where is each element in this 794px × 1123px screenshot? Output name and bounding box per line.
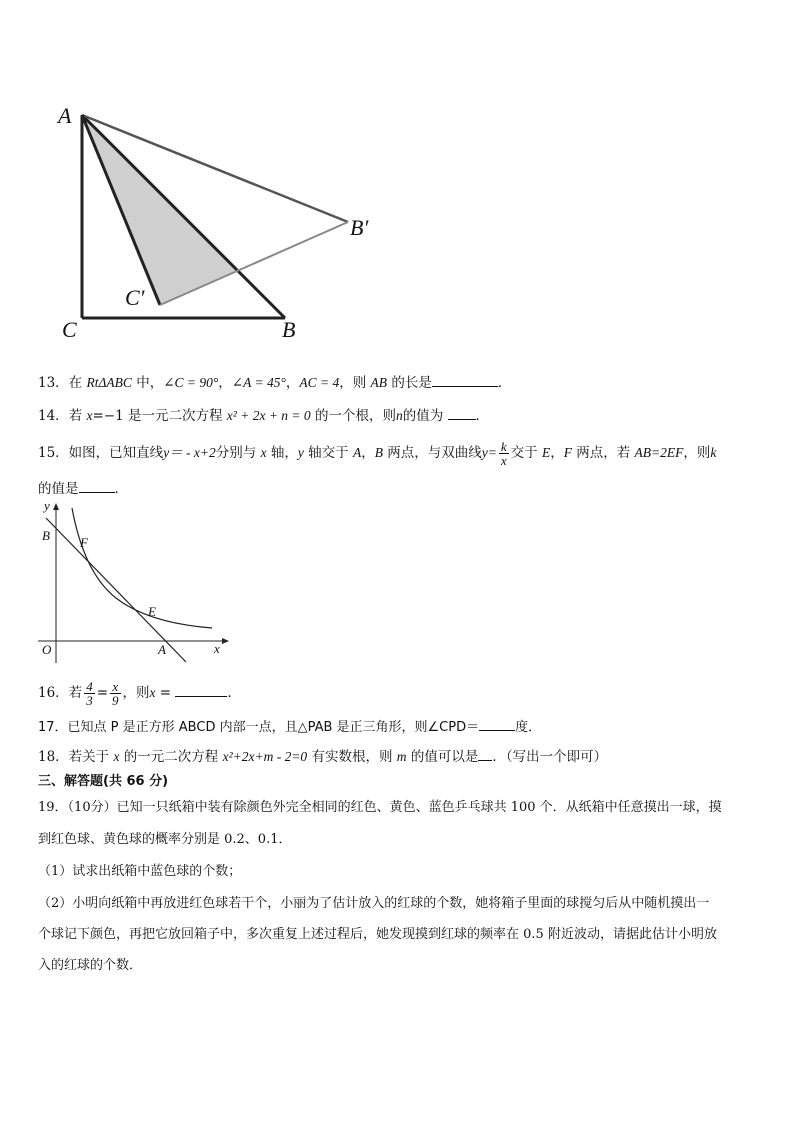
question-16: 16．若 $\frac{4}{3}$ = $\frac{x}{9}$ ，则x = ．: [38, 679, 241, 708]
label-C: C: [62, 317, 77, 342]
triangle-diagram: [50, 95, 380, 350]
question-18: 18．若关于 x 的一元二次方程 x²+2x+m - 2=0 有实数根，则 m 的值可以是 ．（写出一个即可）: [38, 746, 607, 767]
label-E: E: [148, 604, 156, 619]
answer-blank[interactable]: [479, 716, 515, 731]
question-19-line1: 19．（10分）已知一只纸箱中装有除颜色外完全相同的红色、黄色、蓝色乒乓球共 100 个．从纸箱中任意摸出一球，摸: [38, 800, 722, 815]
hyperbola-curve: [72, 508, 212, 628]
question-15-line2: 的值是 ．: [38, 478, 128, 499]
x-axis-arrow: [222, 638, 229, 644]
line-AB: [46, 518, 186, 662]
label-C-prime: C′: [125, 285, 145, 310]
label-y: y: [44, 498, 50, 513]
question-15: 15．如图，已知直线y＝ - x+2分别与 x 轴，y 轴交于 A，B 两点，与双曲线y= $\frac{k}{x}$ 交于 E，F 两点，若 AB=2EF，则k: [38, 439, 717, 468]
graph-diagram: [36, 498, 236, 666]
figure-triangle: [50, 95, 380, 350]
answer-blank[interactable]: [79, 478, 115, 493]
question-19-sub2-line3: 入的红球的个数．: [38, 958, 143, 973]
question-19-sub1: （1）试求出纸箱中蓝色球的个数；: [38, 864, 242, 879]
y-axis-arrow: [53, 503, 59, 510]
shaded-triangle: [82, 115, 237, 305]
question-19-sub2-line2: 个球记下颜色，再把它放回箱子中，多次重复上述过程后，她发现摸到红球的频率在 0.5 附近波动，请据此估计小明放: [38, 927, 717, 942]
fraction-x-over-9: $\frac{x}{9}$: [112, 679, 119, 708]
question-19-line2: 到红色球、黄色球的概率分别是 0.2、0.1．: [38, 832, 292, 847]
label-B: B: [42, 528, 50, 543]
label-x: x: [214, 641, 220, 656]
answer-blank[interactable]: [175, 682, 227, 697]
answer-blank[interactable]: [432, 372, 498, 387]
section-3-title: 三、解答题(共 66 分): [38, 774, 169, 789]
question-13: 13．在 RtΔABC 中，∠C = 90°，∠A = 45°，AC = 4，则 AB 的长是 ．: [38, 372, 511, 393]
question-17: 17．已知点 P 是正方形 ABCD 内部一点，且△PAB 是正三角形，则∠CPD＝ 度．: [38, 716, 541, 738]
fraction-4-over-3: $\frac{4}{3}$: [86, 679, 93, 708]
figure-graph: [36, 498, 236, 666]
question-19-sub2-line1: （2）小明向纸箱中再放进红色球若干个，小丽为了估计放入的红球的个数，她将箱子里面的球搅匀后从中随机摸出一: [38, 896, 710, 911]
answer-blank[interactable]: [478, 746, 492, 761]
question-14: 14．若 x=−1 是一元二次方程 x² + 2x + n = 0 的一个根，则n的值为 ．: [38, 405, 489, 426]
answer-blank[interactable]: [448, 405, 476, 420]
label-F: F: [80, 535, 88, 550]
label-O: O: [42, 642, 52, 657]
label-B-prime: B′: [350, 215, 369, 240]
fraction-k-over-x: $\frac{k}{x}$: [500, 439, 507, 468]
label-B: B: [282, 317, 296, 342]
label-A: A: [58, 103, 72, 128]
label-A: A: [158, 642, 166, 657]
